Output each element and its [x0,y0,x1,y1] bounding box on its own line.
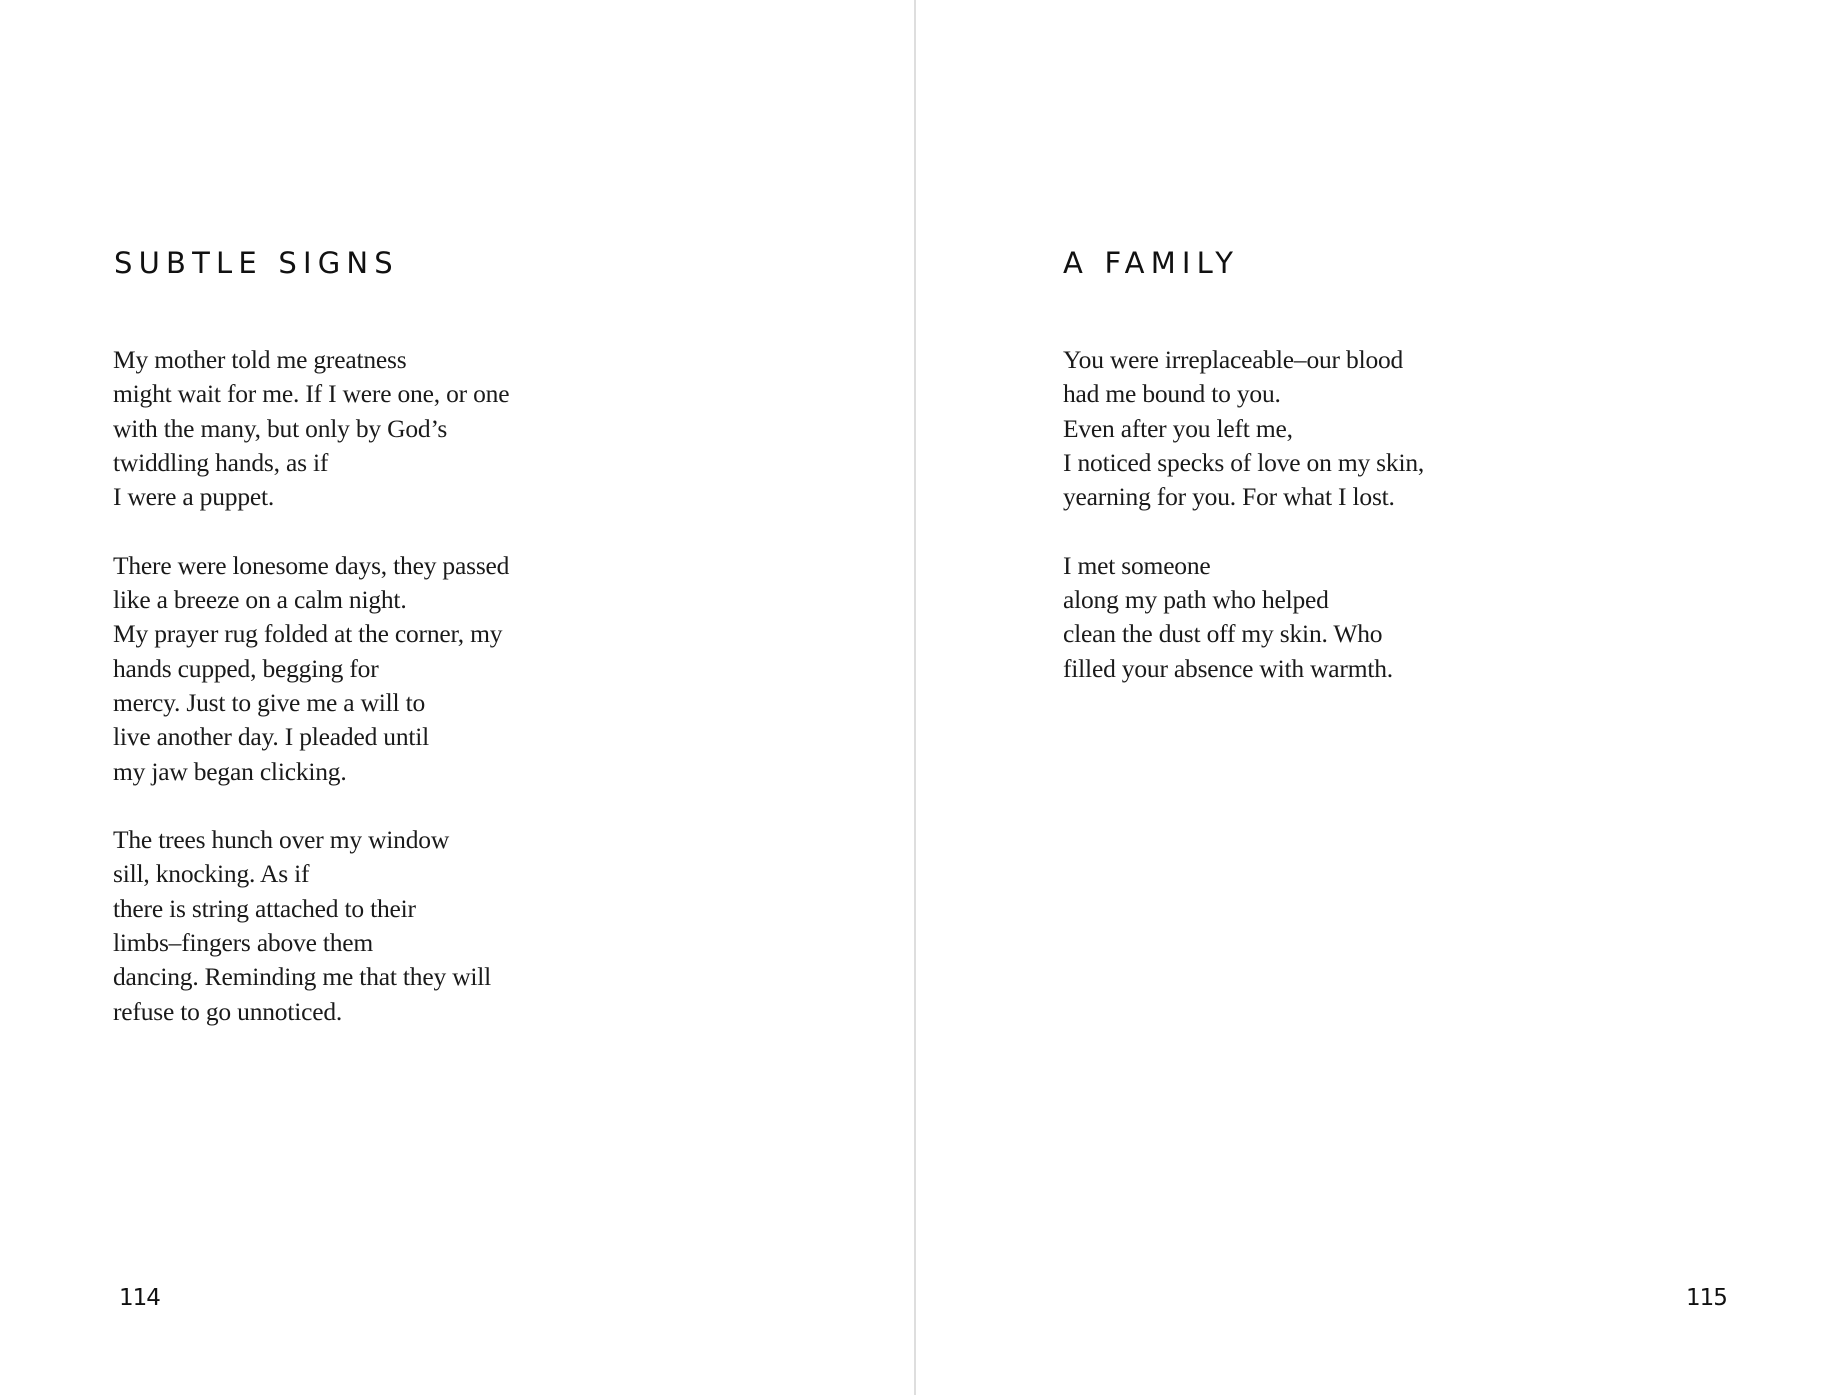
poem-line: My mother told me greatness [113,345,407,374]
stanza-2 [113,549,509,789]
stanza-1 [1063,343,1424,514]
poem-line: limbs–fingers above them [113,928,374,958]
right-page [916,0,1831,1395]
poem-line: My prayer rug folded at the corner, my [113,619,503,649]
poem-line: I were a puppet. [113,482,275,512]
poem-line: might wait for me. If I were one, or one [113,379,510,409]
poem-line: clean the dust off my skin. Who [1063,619,1383,649]
poem-line: filled your absence with warmth. [1063,653,1393,683]
poem-line: along my path who helped [1063,585,1329,615]
poem-line: I noticed specks of love on my skin, [1063,447,1425,477]
page-number-right: 115 [1686,1285,1727,1311]
poem-line: live another day. I pleaded until [113,722,430,752]
poem-line: hands cupped, begging for [113,653,379,683]
poem-body-a-family [1063,343,1424,720]
poem-line: like a breeze on a calm night. [113,585,407,615]
poem-line: There were lonesome days, they passed [113,550,510,580]
poem-line: You were irreplaceable–our blood [1063,345,1404,374]
poem-body-subtle-signs [113,343,509,1063]
poem-line: yearning for you. For what I lost. [1063,482,1395,512]
poem-line: The trees hunch over my window [113,825,450,855]
poem-line: my jaw began clicking. [113,756,347,786]
poem-line: Even after you left me, [1063,413,1293,443]
poem-title-subtle-signs: SUBTLE SIGNS [114,246,399,280]
poem-line: twiddling hands, as if [113,447,329,477]
poem-line: sill, knocking. As if [113,859,310,889]
stanza-1 [113,343,509,514]
stanza-3 [113,823,509,1029]
poem-line: mercy. Just to give me a will to [113,687,426,717]
poem-title-a-family: A FAMILY [1063,246,1240,280]
left-page [0,0,915,1395]
poem-line: had me bound to you. [1063,379,1281,409]
page-number-left: 114 [119,1285,160,1311]
poem-line: with the many, but only by God’s [113,413,448,443]
stanza-2 [1063,549,1424,686]
poem-line: refuse to go unnoticed. [113,996,343,1026]
poem-line: dancing. Reminding me that they will [113,962,492,992]
poem-line: there is string attached to their [113,893,416,923]
poem-line: I met someone [1063,550,1211,580]
